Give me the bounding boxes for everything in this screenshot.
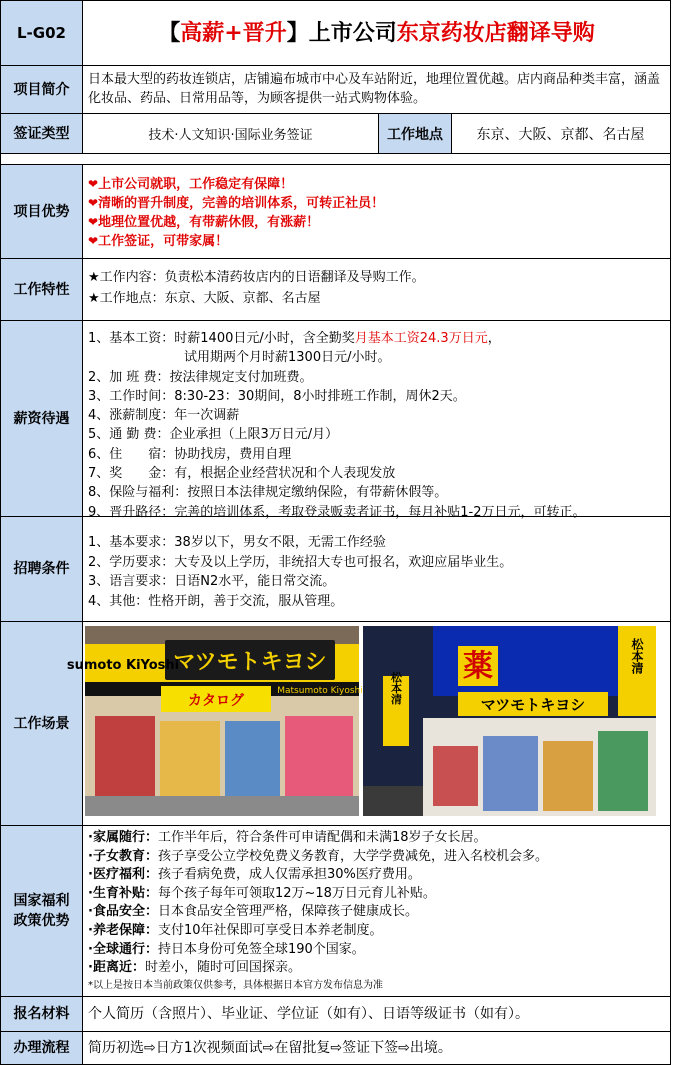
welfare-note: *以上是按日本当前政策仅供参考，具体根据日本官方发布信息为准 bbox=[88, 979, 383, 991]
section-gap bbox=[0, 154, 671, 164]
store-photo-1-illustration bbox=[66, 626, 363, 816]
visa-value: 技术·人文知识·国际业务签证 bbox=[148, 128, 313, 143]
advantage-item: ❤上市公司就职，工作稳定有保障！ bbox=[88, 177, 294, 192]
title-bracket-open: 【 bbox=[158, 19, 181, 46]
salary-row bbox=[0, 320, 671, 520]
materials-row bbox=[0, 996, 671, 1032]
welfare-item: ·全球通行：持日本身份可免签全球190个国家。 bbox=[88, 941, 365, 957]
title-company: 上市公司 bbox=[308, 19, 397, 46]
store-photo-2-illustration bbox=[363, 626, 656, 816]
welfare-row bbox=[0, 825, 671, 997]
scene-row bbox=[0, 621, 671, 826]
welfare-item: ·食品安全：日本食品安全管理严格，保障孩子健康成长。 bbox=[88, 904, 418, 920]
title-highlight-salary: 高薪+晋升 bbox=[180, 19, 287, 46]
advantage-item: ❤地理位置优越，有带薪休假，有涨薪！ bbox=[88, 215, 320, 230]
heart-icon: ❤ bbox=[88, 215, 99, 229]
salary-item: 6、住 宿：协助找房，费用自理 bbox=[88, 446, 292, 462]
features-list bbox=[83, 259, 670, 320]
title-bracket-close: 】 bbox=[286, 19, 309, 46]
recruit-row bbox=[0, 516, 671, 622]
advantage-item: ❤工作签证，可带家属！ bbox=[88, 234, 229, 249]
welfare-list bbox=[83, 826, 670, 996]
intro-label: 项目简介 bbox=[1, 66, 83, 113]
recruit-list bbox=[83, 517, 670, 621]
store-photo-1 bbox=[66, 626, 363, 816]
welfare-item: ·距离近：时差小，随时可回国探亲。 bbox=[88, 960, 301, 976]
process-text: 简历初选⇨日方1次视频面试⇨在留批复⇨签证下签⇨出境。 bbox=[88, 1039, 452, 1056]
salary-item-continued: 试用期两个月时薪1300日元/小时。 bbox=[184, 350, 391, 366]
salary-list bbox=[83, 321, 670, 520]
svg-text:マツモトキヨシ: マツモトキヨシ bbox=[173, 650, 327, 675]
salary-item: 4、涨薪制度：年一次调薪 bbox=[88, 408, 240, 424]
welfare-item: ·家属随行：工作半年后，符合条件可申请配偶和未满18岁子女长居。 bbox=[88, 830, 487, 845]
svg-text:カタログ: カタログ bbox=[188, 693, 244, 709]
intro-text: 日本最大型的药妆连锁店，店铺遍布城市中心及车站附近，地理位置优越。店内商品种类丰富，涵盖化妆品、药品、日常用品等，为顾客提供一站式购物体验。 bbox=[88, 72, 661, 106]
features-label: 工作特性 bbox=[1, 259, 83, 320]
advantages-row bbox=[0, 164, 671, 259]
heart-icon: ❤ bbox=[88, 196, 99, 210]
svg-text:薬: 薬 bbox=[463, 649, 493, 684]
welfare-label-line1: 国家福利 bbox=[13, 893, 70, 909]
process-label: 办理流程 bbox=[1, 1032, 83, 1064]
location-label: 工作地点 bbox=[378, 114, 452, 153]
salary-item: 9、晋升路径：完善的培训体系，考取登录贩卖者证书，每月补贴1-2万日元，可转正。 bbox=[88, 504, 586, 520]
recruit-item: 2、学历要求：大专及以上学历，非统招大专也可报名，欢迎应届毕业生。 bbox=[88, 554, 513, 570]
salary-item: 3、工作时间：8:30-23：30期间，8小时排班工作制，周休2天。 bbox=[88, 388, 466, 404]
recruit-item: 4、其他：性格开朗，善于交流，服从管理。 bbox=[88, 593, 344, 609]
salary-item: 7、奖 金：有，根据企业经营状况和个人表现发放 bbox=[88, 466, 396, 482]
welfare-item: ·生育补贴：每个孩子每年可领取12万~18万日元育儿补贴。 bbox=[88, 885, 436, 901]
salary-label: 薪资待遇 bbox=[1, 321, 83, 516]
welfare-item: ·医疗福利：孩子看病免费，成人仅需承担30%医疗费用。 bbox=[88, 867, 421, 883]
scene-label: 工作场景 bbox=[1, 622, 83, 825]
intro-row bbox=[0, 65, 671, 114]
welfare-item: ·子女教育：孩子享受公立学校免费义务教育，大学学费减免，进入名校机会多。 bbox=[88, 848, 548, 864]
recruit-item: 3、语言要求：日语N2水平，能日常交流。 bbox=[88, 574, 336, 589]
process-row bbox=[0, 1031, 671, 1065]
page-title bbox=[83, 1, 670, 65]
salary-item: 2、加 班 费：按法律规定支付加班费。 bbox=[88, 369, 313, 385]
salary-item: 8、保险与福利：按照日本法律规定缴纳保险，有带薪休假等。 bbox=[88, 485, 448, 501]
heart-icon: ❤ bbox=[88, 234, 99, 248]
project-code: L-G02 bbox=[1, 1, 83, 65]
location-value: 东京、大阪、京都、名古屋 bbox=[476, 126, 645, 143]
title-highlight-job: 东京药妆店翻译导购 bbox=[396, 19, 595, 46]
welfare-item: ·养老保障：支付10年社保即可享受日本养老制度。 bbox=[88, 922, 383, 938]
salary-monthly-highlight: 月基本工资24.3万日元 bbox=[354, 331, 488, 346]
visa-row bbox=[0, 113, 671, 154]
welfare-label bbox=[1, 826, 83, 996]
svg-text:sumoto KiYoshi: sumoto KiYoshi bbox=[66, 658, 180, 673]
header-row bbox=[0, 0, 671, 66]
advantage-item: ❤清晰的晋升制度，完善的培训体系，可转正社员！ bbox=[88, 196, 385, 211]
materials-label: 报名材料 bbox=[1, 997, 83, 1031]
recruit-item: 1、基本要求：38岁以下，男女不限，无需工作经验 bbox=[88, 535, 386, 550]
materials-text: 个人简历（含照片）、毕业证、学位证（如有）、日语等级证书（如有）。 bbox=[88, 1005, 529, 1022]
feature-item: ★工作内容：负责松本清药妆店内的日语翻译及导购工作。 bbox=[88, 270, 425, 285]
svg-text:松本清: 松本清 bbox=[630, 638, 644, 674]
feature-item: ★工作地点：东京、大阪、京都、名古屋 bbox=[88, 291, 321, 306]
salary-item: 5、通 勤 费：企业承担（上限3万日元/月） bbox=[88, 427, 339, 443]
welfare-label-line2: 政策优势 bbox=[13, 913, 70, 929]
visa-label: 签证类型 bbox=[1, 114, 83, 153]
svg-text:Matsumoto Kiyoshi: Matsumoto Kiyoshi bbox=[277, 686, 363, 696]
salary-item: 1、基本工资：时薪1400日元/小时，含全勤奖月基本工资24.3万日元， bbox=[88, 331, 501, 346]
advantages-label: 项目优势 bbox=[1, 165, 83, 258]
store-photo-2 bbox=[363, 626, 656, 816]
heart-icon: ❤ bbox=[88, 177, 99, 191]
svg-text:松本清: 松本清 bbox=[389, 671, 403, 705]
advantages-list bbox=[83, 165, 670, 258]
recruit-label: 招聘条件 bbox=[1, 517, 83, 621]
svg-text:マツモトキヨシ: マツモトキヨシ bbox=[480, 696, 586, 714]
features-row bbox=[0, 258, 671, 321]
